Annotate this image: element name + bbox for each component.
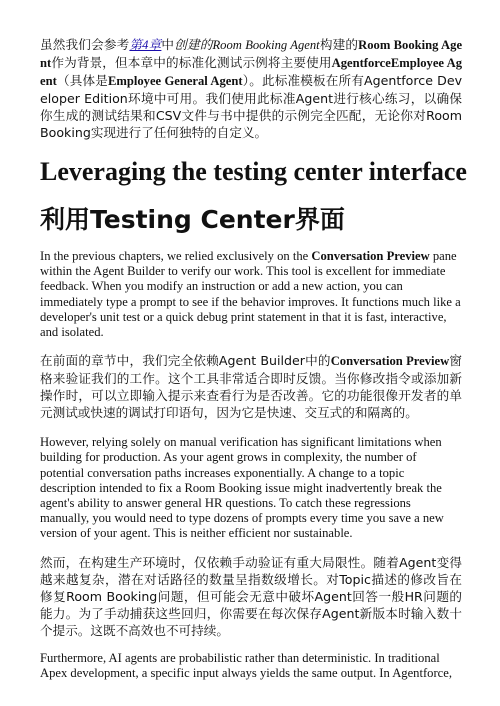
paragraph-3-en: Furthermore, AI agents are probabilistic rather than deterministic. In traditional Apex development, a specific input always yields the same output. In Agentforce, [40, 650, 452, 680]
section-heading-zh: 利用Testing Center界面 [40, 205, 345, 234]
intro-text: 构建的 [319, 37, 359, 52]
intro-text: （具体是 [56, 73, 108, 88]
para-text: 在前面的章节中，我们完全依赖Agent Builder中的 [40, 353, 331, 369]
paragraph-2-en: However, relying solely on manual verification has significant limitations when building for production. As your agent grows in complexity, the number of potential conversation paths increases exponentially. A change to a topic description intended to fix a Room Booking issue might inadvertently break the agent's ability to answer general HR questions. To catch these regressions manually, you would need to type dozens of prompts every time you save a new version of your agent. This is neither efficient nor sustainable. [40, 435, 444, 541]
intro-text: 中 [161, 37, 175, 52]
section-heading-en: Leveraging the testing center interface [40, 157, 467, 186]
intro-paragraph-zh [40, 36, 462, 141]
intro-text: 作为背景，但本章中的标准化测试示例将主要使用 [51, 55, 332, 70]
para-text: pane within the Agent Builder to verify our work. This tool is excellent for immediate feedback. When you modify an instruction or add a new action, you can immediately type a prompt to see if the behavior improves. It functions much like a developer's unit test or a quick debug print statement in that it is fast, interactive, and isolated. [40, 249, 461, 340]
bold-employee-agent: AgentforceEmployee Agent [40, 56, 462, 88]
paragraph-1-en [40, 249, 462, 340]
bold-agent-name: Room Booking Agent [40, 38, 463, 70]
bold-conversation-preview: Conversation Preview [330, 354, 450, 369]
bold-conversation-preview: Conversation Preview [311, 249, 430, 263]
italic-title: 创建的Room Booking Agent [174, 38, 320, 52]
intro-text: 虽然我们会参考 [40, 37, 130, 52]
paragraph-1-zh [40, 352, 462, 421]
intro-text: ）。此标准模板在所有Agentforce Developer Edition环境中可用。我们使用此标准Agent进行核心练习，以确保你生成的测试结果和CSV文件与书中提供的示例完全匹配，无论你对Room Booking实现进行了任何独特的自定义。 [40, 73, 463, 140]
para-text: In the previous chapters, we relied exclusively on the [40, 249, 312, 263]
chapter-4-link[interactable]: 第4章 [129, 38, 162, 52]
paragraph-2-zh: 然而，在构建生产环境时，仅依赖手动验证有重大局限性。随着Agent变得越来越复杂，潜在对话路径的数量呈指数级增长。对Topic描述的修改旨在修复Room Booking问题，但可能会无意中破坏Agent回答一般HR问题的能力。为了手动捕获这些回归，你需要在每次保存Agent新版本时输入数十个提示。这既不高效也不可持续。 [40, 554, 462, 638]
document-page [40, 36, 467, 681]
bold-general-agent: Employee General Agent [107, 74, 243, 88]
para-text: 窗格来验证我们的工作。这个工具非常适合即时反馈。当你修改指令或添加新操作时，可以立即输入提示来查看行为是否改善。它的功能很像开发者的单元测试或快速的调试打印语句，因为它是快速、交互式的和隔离的。 [40, 353, 462, 421]
